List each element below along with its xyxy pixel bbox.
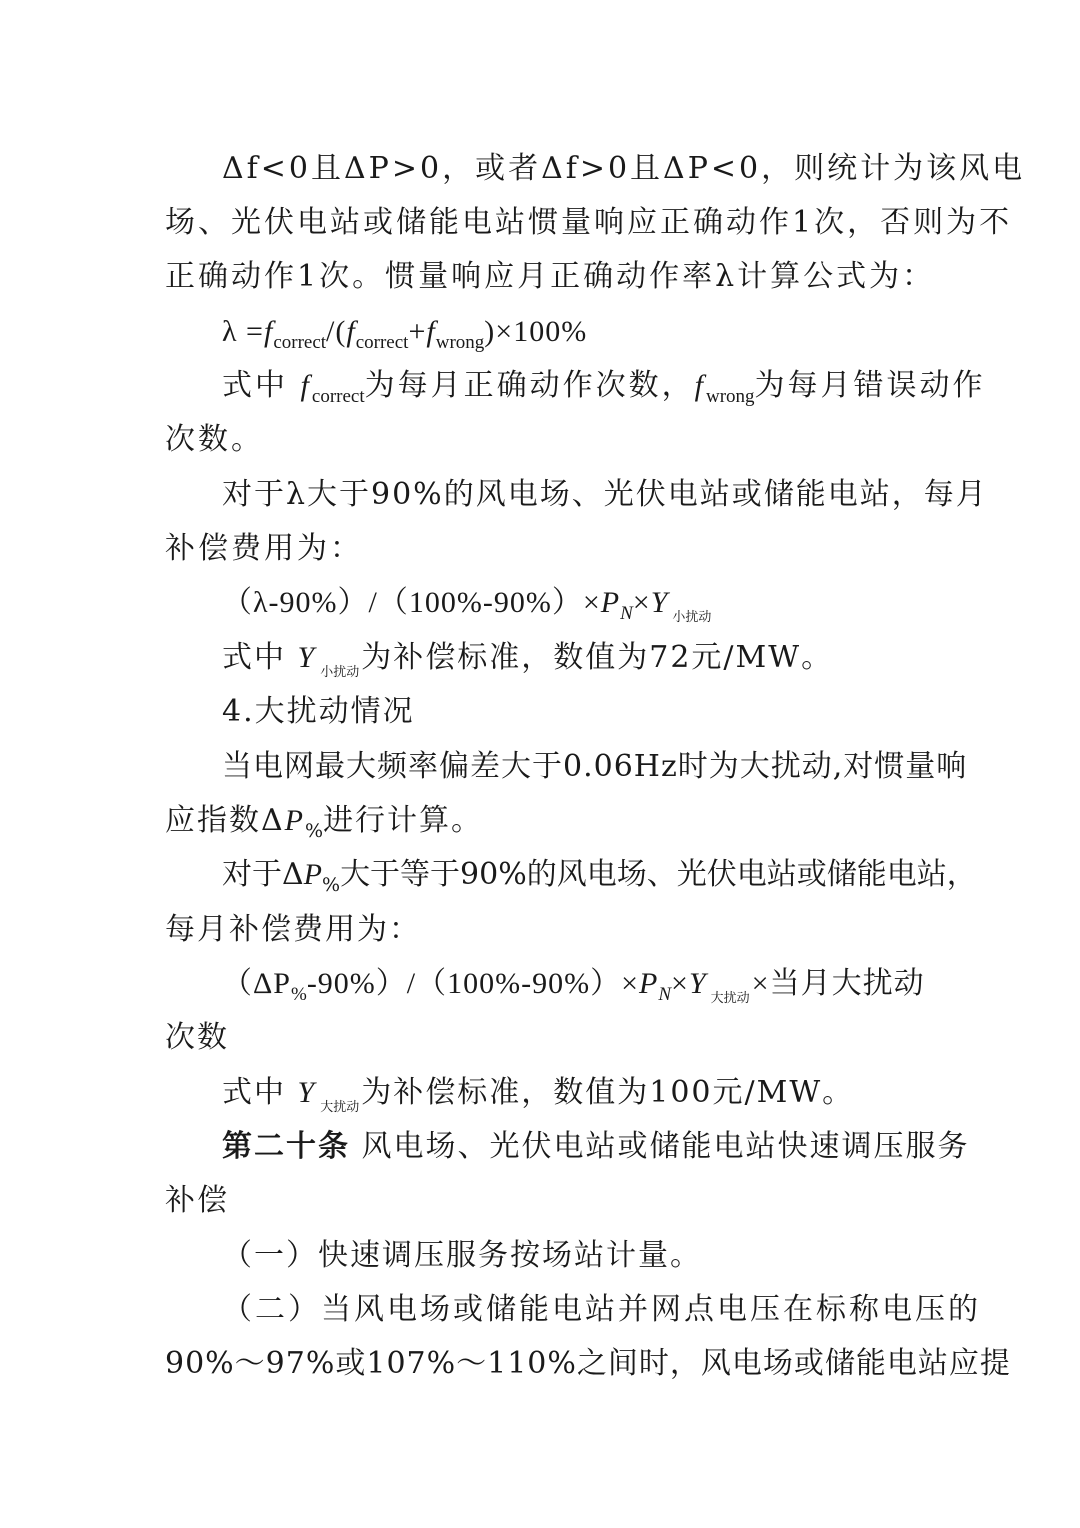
para5-p: P xyxy=(284,804,305,837)
para6-post: 大于等于90%的风电场、光伏电站或储能电站， xyxy=(340,857,977,892)
formula-sub-wrong: wrong xyxy=(435,332,485,353)
para2-sub-wrong: wrong xyxy=(705,386,755,407)
para2-f-correct: f xyxy=(300,369,312,402)
article-20-label: 第二十条 xyxy=(222,1129,350,1164)
para2-line1 xyxy=(222,366,986,417)
formula-f-correct-2: f xyxy=(346,315,356,348)
para4-y-sub: 小扰动 xyxy=(320,665,360,680)
formula-f-wrong: f xyxy=(426,315,436,348)
para2-suffix: 为每月错误动作 xyxy=(754,368,986,403)
formula3-tail: ×当月大扰动 xyxy=(751,967,925,1000)
para2-prefix: 式中 xyxy=(222,368,301,403)
para6-pre: 对于Δ xyxy=(222,857,304,892)
formula3-text1: （ΔP xyxy=(222,967,291,1000)
para7-y-sub: 大扰动 xyxy=(320,1100,360,1115)
para5-line1: 当电网最大频率偏差大于0.06Hz时为大扰动,对惯量响 xyxy=(222,749,968,784)
para4-prefix: 式中 xyxy=(222,640,298,675)
formula3-y-sub: 大扰动 xyxy=(710,990,750,1005)
formula-f-correct: f xyxy=(263,315,274,348)
para6-line1 xyxy=(222,855,977,905)
para4-line1 xyxy=(222,638,833,693)
para5-p-sub: % xyxy=(305,820,324,842)
formula3-p-sub: % xyxy=(290,984,307,1005)
formula-large-disturbance xyxy=(222,964,925,1018)
section-heading-4: 4.大扰动情况 xyxy=(222,694,415,729)
formula-eq: = xyxy=(237,315,264,348)
item-2-line1: （二）当风电场或储能电站并网点电压在标称电压的 xyxy=(222,1292,981,1327)
formula3-p-n: N xyxy=(658,984,672,1005)
para7-line1 xyxy=(222,1073,854,1128)
para4-y: Y xyxy=(297,641,317,674)
article-20-title xyxy=(222,1127,970,1167)
para7-suffix: 为补偿标准，数值为100元/MW。 xyxy=(361,1075,855,1110)
formula-lambda-symbol: λ xyxy=(222,315,238,348)
para5-post: 进行计算。 xyxy=(323,803,484,838)
para7-y: Y xyxy=(297,1076,317,1109)
item-2-line2: 90%～97%或107%～110%之间时，风电场或储能电站应提 xyxy=(165,1346,1011,1381)
para6-p-sub: % xyxy=(322,874,341,896)
para2-f-wrong: f xyxy=(694,369,706,402)
formula2-y: Y xyxy=(650,586,669,619)
formula-small-disturbance xyxy=(222,583,713,637)
para4-suffix: 为补偿标准，数值为72元/MW。 xyxy=(361,640,834,675)
para6-line2: 每月补偿费用为： xyxy=(165,912,421,947)
para2-mid: 为每月正确动作次数， xyxy=(364,368,695,403)
formula2-p-sub: N xyxy=(620,603,633,624)
article-20-title-line2: 补偿 xyxy=(165,1183,229,1218)
formula2-text: （λ-90%）/（100%-90%）× xyxy=(222,586,601,619)
para1-line3: 正确动作1次。惯量响应月正确动作率λ计算公式为： xyxy=(165,259,936,294)
formula3-line2: 次数 xyxy=(165,1020,229,1055)
para2-line2: 次数。 xyxy=(165,422,264,457)
para1-line1: Δf<0且ΔP>0，或者Δf>0且ΔP<0，则统计为该风电 xyxy=(222,151,1026,186)
para3-line2: 补偿费用为： xyxy=(165,531,363,566)
formula-sub-correct-2: correct xyxy=(355,332,409,353)
para7-prefix: 式中 xyxy=(222,1075,298,1110)
para5-line2 xyxy=(165,801,483,851)
formula-close: )×100% xyxy=(484,315,588,348)
para2-sub-correct: correct xyxy=(311,386,365,407)
formula3-times: × xyxy=(671,967,689,1000)
item-1: （一）快速调压服务按场站计量。 xyxy=(222,1238,702,1273)
article-20-title-text: 风电场、光伏电站或储能电站快速调压服务 xyxy=(350,1129,970,1164)
formula2-times: × xyxy=(632,586,651,619)
formula2-y-sub: 小扰动 xyxy=(672,609,712,624)
para5-pre: 应指数Δ xyxy=(165,803,285,838)
formula2-p: P xyxy=(600,586,621,619)
formula-sub-correct: correct xyxy=(273,332,327,353)
para6-p: P xyxy=(303,858,322,891)
formula-open: /( xyxy=(326,315,347,348)
formula-plus: + xyxy=(408,315,427,348)
formula-lambda xyxy=(222,312,587,363)
para1-line2: 场、光伏电站或储能电站惯量响应正确动作1次，否则为不 xyxy=(165,205,1013,240)
para3-line1: 对于λ大于90%的风电场、光伏电站或储能电站，每月 xyxy=(222,477,988,512)
formula3-p: P xyxy=(639,967,659,1000)
formula3-text2: -90%）/（100%-90%）× xyxy=(306,967,640,1000)
formula3-y: Y xyxy=(688,967,707,1000)
